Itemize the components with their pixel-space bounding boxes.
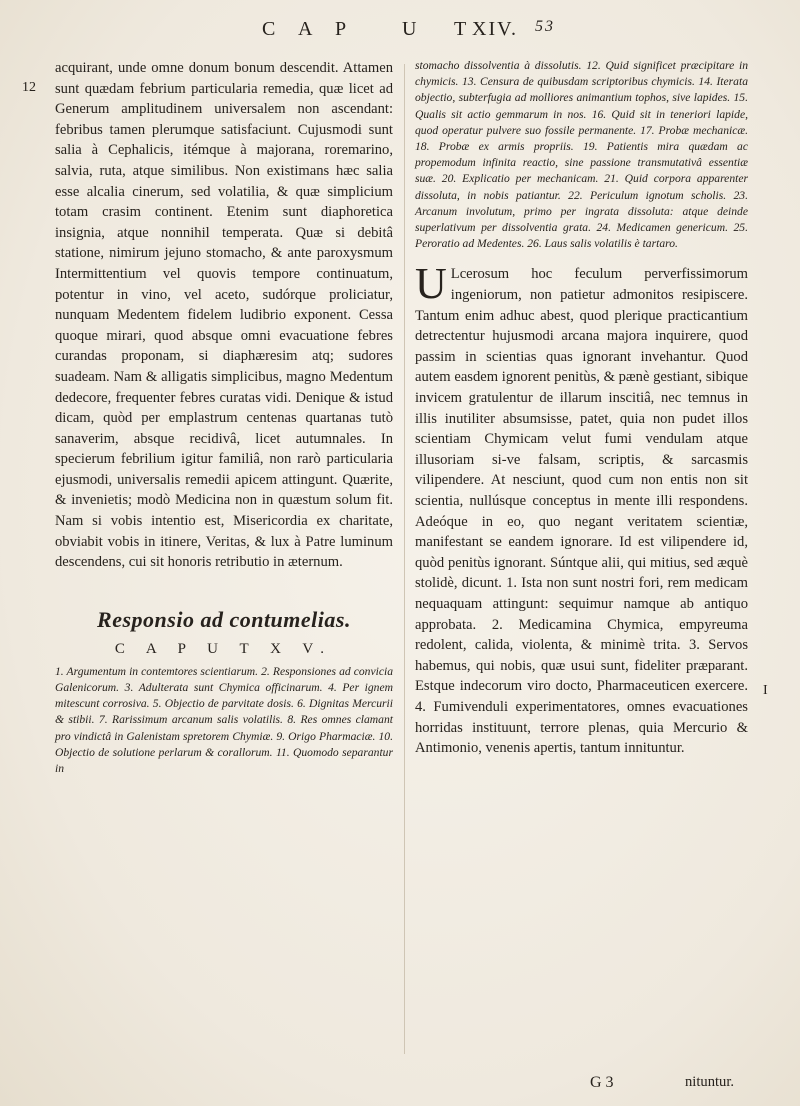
header-word: T (454, 18, 469, 40)
right-column (415, 58, 748, 759)
running-header (0, 18, 800, 48)
chapter-body-text: Lcerosum hoc feculum perverfissimorum ingeniorum, non patietur admonitos resipiscere. Tantum enim adhuc abest, quod plerique practicantium detrectentur hujusmodi arcana majora inquirere, quod passim in scientias quas ignorant invehantur. Quod autem easdem ignorent penitùs, & pænè gestiant, sibique invicem gratulentur de illarum inscitiâ, nec temnus in illis inutiliter absumsisse, patet, quia non pudet illos scientiam Chymicam velut fumi vendulam atque illusoriam si-ve falsam, scriptis, & sarcasmis vilipendere. At nesciunt, quod cum non entis non sit scientia, nullúsque conceptus in mente illi respondens. Adeóque in eo, quo negant veritatem scientiæ, manifestant se eandem ignorare. Id est vilipendere id, quòd penitùs ignorant. Súntque alii, qui mitius, sed æquè stolidè, dicunt. 1. Ista non sunt nostri fori, rem medicam nequaquam attingunt: sequimur namque ab antiquo approbata. 2. Medicamina Chymica, empyreuma redolent, calida, violenta, & minimè trita. 3. Servos habemus, qui nobis, quæ usui sunt, fideliter præparant. Estque indecorum viro docto, Pharmaceuticen exercere. 4. Fumivenduli experimentatores, omnes evacuationes horridas instituunt, terrore plenas, quia Mercurio & Antimonio, venenis apertis, tantum innituntur. (415, 266, 748, 757)
column-divider (404, 64, 405, 1054)
margin-mark: I (763, 683, 768, 698)
header-word: A (298, 18, 315, 40)
header-word: P (335, 18, 349, 40)
body-paragraph: acquirant, unde omne donum bonum descendit. Attamen sunt quædam febrium particularia remedia, quæ licet ad Generum amplitudinem universalem non ascendant: febribus tamen plerumque satisfaciunt. Cujusmodi sunt salia à Cephalicis, itémque à majorana, roremarino, salvia, ruta, atque similibus. Non existimans hæc salia esse alcalia cinerum, sed volatilia, & quæ simplicium totam crasim continent. Etenim sunt diaphoretica insignia, atque nonnihil temperata. Quæ si debitâ statione, nimirum jejuno stomacho, & ante paroxysmum Intermittentium vel quovis tempore continuatum, potentur in vino, vel aceto, sudórque proliciatur, nunquam Medentem fidelem ludibrio exponent. Cessa quoque mirari, quod absque omni evacuatione febres curandas proponam, si diaphæresim atq; sudores suadeam. Nam & alligatis simplicibus, magno Medentum dedecore, frequenter febres curatas vidi. Denique & istud dicam, quòd per emplastrum centenas quartanas tutò sanaverim, absque recidivâ, licet autumnales. In specierum febrilium igitur familiâ, non rarò particularia ejusmodi, universalis remedii apicem attingunt. Quærite, & invenietis; modò Medicina non in quæstum solum fit. Nam si vobis intentio est, Misericordia ex charitate, obviabit vobis in itinere, Veritas, & lux à Patre luminum descendens, cui sit honoris retributio in æternum. (55, 60, 393, 571)
chapter-summary: 1. Argumentum in contemtores scientiarum. 2. Responsiones ad convicia Galenicorum. 3. Adulterata sunt Chymica officinarum. 4. Per ignem mitescunt corrosiva. 5. Objectio de parvitate dosis. 6. Dignitas Mercurii & stibii. 7. Rarissimum arcanum salis volatilis. 8. Res omnes clamant pro vindictâ in Galenistam spretorem Chymiæ. 9. Origo Pharmaciæ. 10. Objectio de solutione perlarum & corallorum. 11. Quomodo separantur in (55, 664, 393, 776)
left-column (55, 58, 393, 777)
chapter-summary-continued: stomacho dissolventia à dissolutis. 12. Quid significet præcipitare in chymicis. 13. Censura de quibusdam scriptoribus chymicis. 14. Iterata objectio, subterfugia ad molliores animantium tophos, sive lapides. 15. Qualis sit actio gemmarum in nos. 16. Quid sit in teneriori lapide, quod operatur pulvere suo fossile permanente. 17. Probæ mechanicæ. 18. Probæ ex armis propriis. 19. Patientis mira quædam ac propemodum infinita reactio, sine passione transmutativâ essentiæ suæ. 20. Explicatio per mechanicam. 21. Quid corpora apparenter dissoluta, in nobis patiantur. 22. Periculum ignotum scholis. 23. Arcanum involutum, primo per ingrata dissoluta: atque deinde superlativum per dissolventia grata. 24. Medicamen genericum. 25. Peroratio ad Medentes. 26. Laus salis volatilis è tartaro. (415, 59, 748, 251)
section-title: Responsio ad contumelias. (97, 606, 351, 632)
chapter-body (415, 259, 748, 758)
drop-cap: U (415, 259, 447, 309)
page-number: 53 (535, 18, 555, 35)
signature-mark: G 3 (590, 1074, 614, 1091)
chapter-number: XIV. (472, 18, 518, 40)
chapter-heading: C A P U T X V. (114, 640, 334, 657)
catchword: nituntur. (685, 1074, 735, 1090)
header-word: C (262, 18, 278, 40)
margin-number: 12 (22, 80, 36, 95)
header-word: U (402, 18, 419, 40)
